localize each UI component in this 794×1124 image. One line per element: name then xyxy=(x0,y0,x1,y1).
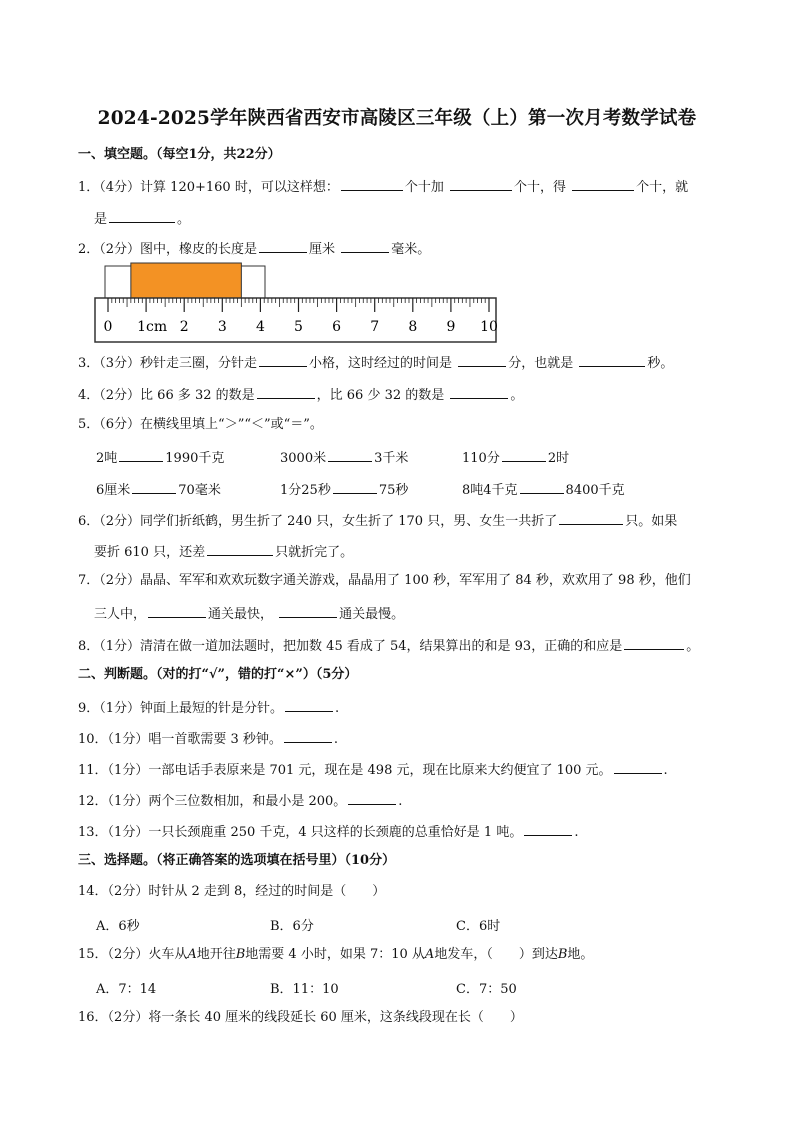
question-6: 6．（2分）同学们折纸鹤，男生折了 240 只，女生折了 170 只，男、女生一共折了 只。如果 xyxy=(78,510,677,531)
answer-blank[interactable] xyxy=(257,384,315,399)
answer-blank[interactable] xyxy=(614,759,662,774)
compare-item: 110分 2时 xyxy=(462,447,569,466)
answer-blank[interactable] xyxy=(109,208,175,223)
question-15: 15．（2分）火车从A地开往B地需要 4 小时，如果 7：10 从A地发车，（ ）到达B地。 xyxy=(78,947,594,962)
answer-blank[interactable] xyxy=(285,697,333,712)
ruler-label: 7 xyxy=(370,319,380,335)
answer-blank[interactable] xyxy=(524,821,572,836)
ruler-diagram xyxy=(94,262,498,344)
ruler-label: 5 xyxy=(294,319,303,335)
question-5: 5．（6分）在横线里填上“＞”“＜”或“＝”。 xyxy=(78,417,323,432)
answer-blank[interactable] xyxy=(132,479,176,494)
question-11: 11．（1分）一部电话手表原来是 701 元，现在是 498 元，现在比原来大约便宜了 100 元。 . xyxy=(78,759,668,780)
question-3: 3．（3分）秒针走三圈，分针走 小格，这时经过的时间是 分，也就是 秒。 xyxy=(78,352,673,373)
question-2: 2．（2分）图中，橡皮的长度是 厘米 毫米。 xyxy=(78,238,430,259)
answer-blank[interactable] xyxy=(341,176,403,191)
choice-option-a[interactable]: A．7：14 xyxy=(96,982,157,997)
compare-item: 3000米 3千米 xyxy=(280,447,408,466)
answer-blank[interactable] xyxy=(450,176,512,191)
answer-blank[interactable] xyxy=(502,447,546,462)
compare-item: 8吨4千克 8400千克 xyxy=(462,479,625,498)
ruler-label: 8 xyxy=(408,319,418,335)
ruler-label: 1cm xyxy=(137,319,168,335)
answer-blank[interactable] xyxy=(284,728,332,743)
compare-item: 2吨 1990千克 xyxy=(96,447,224,466)
eraser xyxy=(131,263,241,298)
question-16: 16．（2分）将一条长 40 厘米的线段延长 60 厘米，这条线段现在长（ ） xyxy=(78,1010,523,1025)
question-1: 1．（4分）计算 120+160 时，可以这样想： 个十加 个十，得 个十，就 xyxy=(78,176,688,197)
answer-blank[interactable] xyxy=(259,238,307,253)
answer-blank[interactable] xyxy=(328,447,372,462)
question-4: 4．（2分）比 66 多 32 的数是 ，比 66 少 32 的数是 。 xyxy=(78,384,523,405)
ruler-label: 0 xyxy=(103,319,113,335)
ruler-label: 2 xyxy=(179,319,189,335)
ruler-label: 10 xyxy=(480,319,498,335)
answer-blank[interactable] xyxy=(520,479,564,494)
question-1-continued: 是 。 xyxy=(94,208,190,229)
answer-blank[interactable] xyxy=(341,238,389,253)
answer-blank[interactable] xyxy=(559,510,623,525)
answer-blank[interactable] xyxy=(579,352,645,367)
question-14: 14．（2分）时针从 2 走到 8，经过的时间是（ ） xyxy=(78,884,386,899)
choice-option-b[interactable]: B．6分 xyxy=(270,919,314,934)
compare-item: 1分25秒 75秒 xyxy=(280,479,408,498)
question-10: 10．（1分）唱一首歌需要 3 秒钟。 . xyxy=(78,728,338,749)
question-6-continued: 要折 610 只，还差 只就折完了。 xyxy=(94,541,353,562)
question-7-continued: 三人中， 通关最快， 通关最慢。 xyxy=(94,603,404,624)
choice-option-c[interactable]: C．7：50 xyxy=(456,982,517,997)
choice-option-c[interactable]: C．6时 xyxy=(456,919,501,934)
question-8: 8．（1分）清清在做一道加法题时，把加数 45 看成了 54，结果算出的和是 93，正确的和应是 。 xyxy=(78,635,699,656)
ruler-label: 9 xyxy=(446,319,456,335)
section-heading-true-false: 二、判断题。（对的打“√”，错的打“×”）（5分） xyxy=(78,667,358,682)
question-12: 12．（1分）两个三位数相加，和最小是 200。 . xyxy=(78,790,402,811)
page-title: 2024-2025学年陕西省西安市高陵区三年级（上）第一次月考数学试卷 xyxy=(97,108,697,129)
answer-blank[interactable] xyxy=(333,479,377,494)
answer-blank[interactable] xyxy=(279,603,337,618)
answer-blank[interactable] xyxy=(207,541,273,556)
question-7: 7．（2分）晶晶、军军和欢欢玩数字通关游戏，晶晶用了 100 秒，军军用了 84 秒，欢欢用了 98 秒，他们 xyxy=(78,573,691,588)
ruler-label: 4 xyxy=(255,319,265,335)
ruler-label: 6 xyxy=(332,319,342,335)
answer-blank[interactable] xyxy=(148,603,206,618)
question-9: 9．（1分）钟面上最短的针是分针。 . xyxy=(78,697,339,718)
answer-blank[interactable] xyxy=(259,352,307,367)
section-heading-fill-blank: 一、填空题。（每空1分，共22分） xyxy=(78,147,281,162)
question-13: 13．（1分）一只长颈鹿重 250 千克，4 只这样的长颈鹿的总重恰好是 1 吨。 . xyxy=(78,821,578,842)
choice-option-a[interactable]: A．6秒 xyxy=(96,919,140,934)
answer-blank[interactable] xyxy=(450,384,508,399)
compare-item: 6厘米 70毫米 xyxy=(96,479,221,498)
answer-blank[interactable] xyxy=(348,790,396,805)
answer-blank[interactable] xyxy=(572,176,634,191)
choice-option-b[interactable]: B．11：10 xyxy=(270,982,339,997)
answer-blank[interactable] xyxy=(119,447,163,462)
section-heading-multiple-choice: 三、选择题。（将正确答案的选项填在括号里）（10分） xyxy=(78,853,396,868)
ruler-label: 3 xyxy=(217,319,227,335)
answer-blank[interactable] xyxy=(458,352,506,367)
answer-blank[interactable] xyxy=(624,635,684,650)
